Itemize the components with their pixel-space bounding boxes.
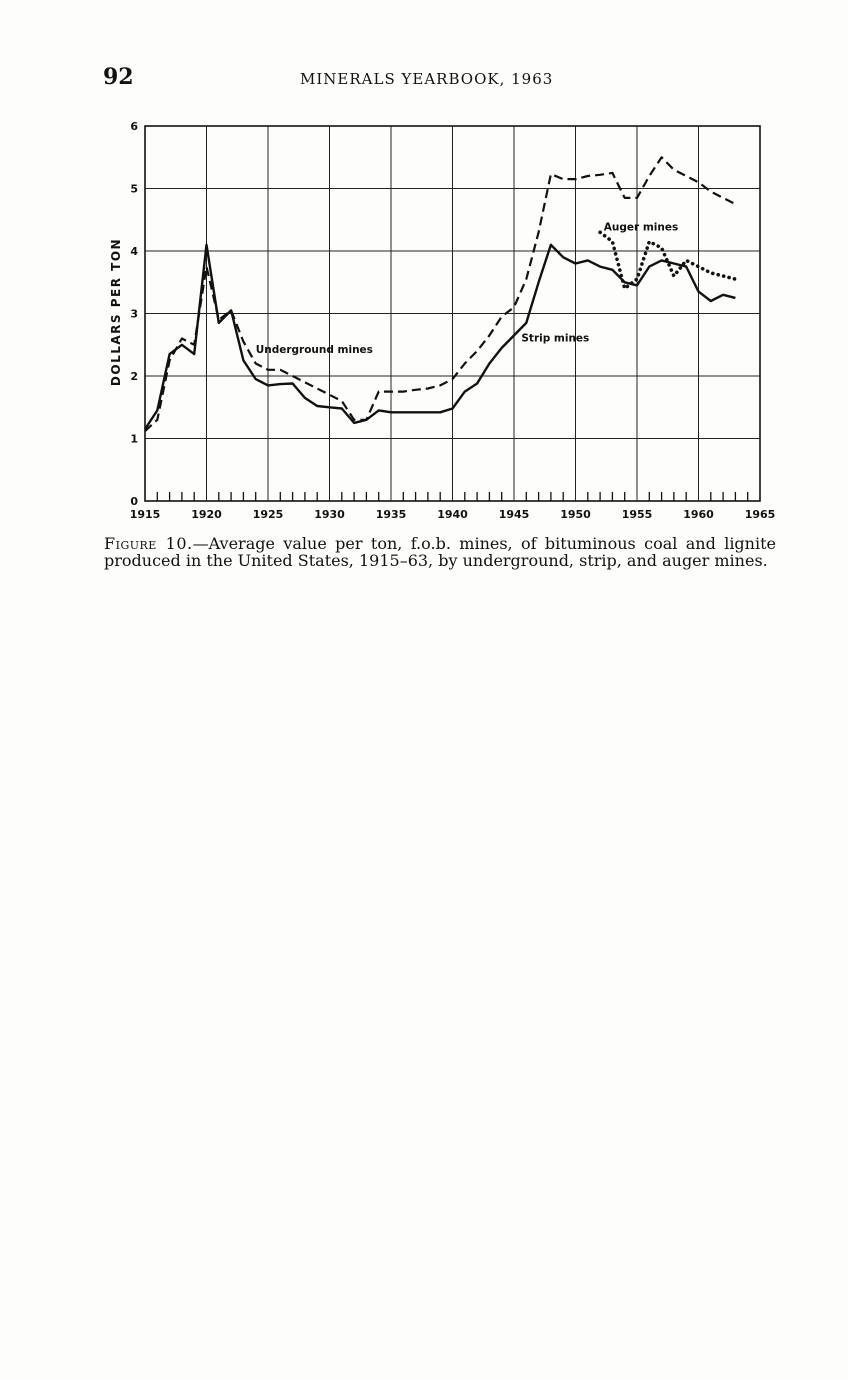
series-line-strip-mines — [145, 245, 735, 429]
y-tick-label-1: 1 — [130, 432, 138, 446]
annotation-strip-mines: Strip mines — [521, 332, 590, 345]
x-tick-label-1960: 1960 — [683, 508, 714, 521]
x-tick-label-1915: 1915 — [129, 508, 161, 521]
y-tick-label-3: 3 — [130, 307, 138, 321]
x-tick-label-1930: 1930 — [314, 508, 345, 521]
y-tick-label-2: 2 — [130, 370, 138, 383]
y-tick-label-0: 0 — [130, 495, 138, 508]
y-axis-label: DOLLARS PER TON — [109, 237, 123, 387]
figure-caption — [104, 535, 776, 569]
x-tick-label-1955: 1955 — [621, 508, 653, 521]
caption-text: —Average value per ton, f.o.b. mines, of bituminous coal and lignite produced in the United States, 1915–63, by underground, strip, and auger mines. — [104, 534, 776, 570]
grid — [145, 126, 760, 501]
x-tick-label-1950: 1950 — [560, 508, 591, 521]
annotation-auger-mines: Auger mines — [603, 221, 679, 234]
y-tick-label-5: 5 — [130, 182, 138, 196]
annotation-underground-mines: Underground mines — [255, 343, 373, 356]
y-tick-label-4: 4 — [130, 245, 138, 258]
page-number: 92 — [103, 64, 134, 90]
page-header — [0, 64, 848, 96]
x-tick-label-1965: 1965 — [744, 508, 776, 521]
x-tick-label-1920: 1920 — [191, 508, 222, 521]
series-line-auger-mines — [600, 232, 735, 288]
x-tick-label-1945: 1945 — [498, 508, 530, 521]
x-tick-label-1925: 1925 — [252, 508, 284, 521]
y-tick-label-6: 6 — [130, 120, 138, 133]
running-head: MINERALS YEARBOOK, 1963 — [300, 70, 554, 88]
x-tick-label-1940: 1940 — [437, 508, 468, 521]
line-chart — [100, 112, 780, 524]
series-lines — [145, 157, 735, 431]
annotations — [256, 221, 679, 356]
figure-label: Figure 10. — [104, 534, 193, 553]
x-tick-label-1935: 1935 — [375, 508, 407, 521]
series-line-underground-mines — [145, 157, 735, 431]
